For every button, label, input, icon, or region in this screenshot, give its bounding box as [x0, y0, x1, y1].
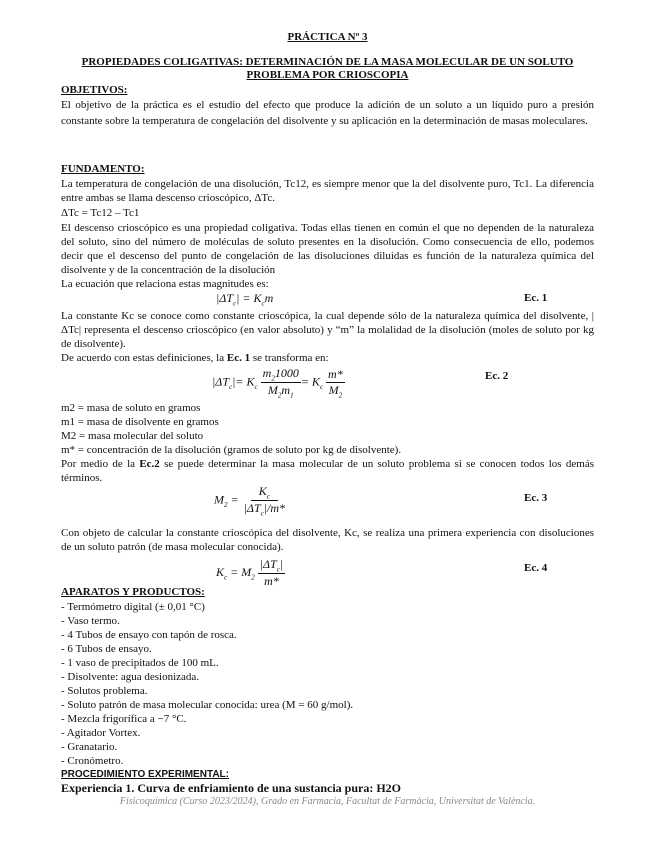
- fundamento-p8: Con objeto de calcular la constante crioscópica del disolvente, Kc, se realiza una primera experiencia con disoluciones de un soluto patrón (de masa molecular conocida).: [61, 527, 594, 553]
- list-item: - 4 Tubos de ensayo con tapón de rosca.: [61, 629, 237, 641]
- page-footer: Fisicoquímica (Curso 2023/2024), Grado en Farmacia, Facultat de Farmàcia, Universitat de València.: [119, 796, 536, 807]
- equation-2: $|\Delta T_c|= K_c$ $\frac{m_21000}{M_2m_1}$ = $K_c$ $\frac{m*}{M_2}$: [212, 366, 343, 400]
- objetivos-text: El objetivo de la práctica es el estudio del efecto que produce la adición de un soluto a un líquido puro a presión constante sobre la temperatura de congelación del disolvente y su aplicación en la determinación de masas moleculares.: [61, 99, 594, 127]
- procedimiento-header: PROCEDIMIENTO EXPERIMENTAL:: [61, 769, 229, 780]
- aparatos-header: APARATOS Y PRODUCTOS:: [61, 586, 205, 598]
- list-item: - Mezcla frigorífica a −7 °C.: [61, 713, 187, 725]
- equation-4-label: Ec. 4: [524, 562, 548, 574]
- fundamento-p1: La temperatura de congelación de una disolución, Tc12, es siempre menor que la del disolvente puro, Tc1. La diferencia entre ambas se llama descenso crioscópico, ΔTc.: [61, 178, 594, 204]
- objetivos-header: OBJETIVOS:: [61, 84, 128, 96]
- equation-3-label: Ec. 3: [524, 492, 548, 504]
- list-item: - Granatario.: [61, 741, 118, 753]
- def-mstar: m* = concentración de la disolución (gramos de soluto por kg de disolvente).: [61, 444, 402, 456]
- practice-heading: PROPIEDADES COLIGATIVAS: DETERMINACIÓN DE LA MASA MOLECULAR DE UN SOLUTO PROBLEMA POR CRIOSCOPIA: [81, 56, 574, 81]
- list-item: - 1 vaso de precipitados de 100 mL.: [61, 657, 219, 669]
- list-item: - Disolvente: agua desionizada.: [61, 671, 200, 683]
- equation-1: $|\Delta T_c| = K_cm$: [216, 291, 274, 308]
- experiencia-1-heading: Experiencia 1. Curva de enfriamiento de una sustancia pura: H2O: [61, 781, 402, 795]
- def-M2: M2 = masa molecular del soluto: [61, 430, 204, 442]
- p7-text: Por medio de la: [61, 458, 140, 470]
- aparatos-list: [61, 600, 594, 768]
- equation-1-label: Ec. 1: [524, 292, 548, 304]
- fundamento-p7: [61, 457, 594, 485]
- list-item: - Solutos problema.: [61, 685, 148, 697]
- equation-3: $M_2$ = $\frac{K_c}{|\Delta T_c|/m*}$: [214, 484, 286, 518]
- fundamento-p6: [61, 351, 594, 365]
- def-m2: m2 = masa de soluto en gramos: [61, 402, 201, 414]
- equation-2-label: Ec. 2: [485, 370, 509, 382]
- fundamento-p4: La ecuación que relaciona estas magnitudes es:: [61, 278, 269, 290]
- fundamento-p5: La constante Kc se conoce como constante crioscópica, la cual depende sólo de la naturaleza química del disolvente, |ΔTc| representa el descenso crioscópico (en valor absoluto) y “m” la molalidad de la disolución (moles de soluto por kg de disolvente).: [61, 310, 594, 350]
- p6-text: De acuerdo con estas definiciones, la: [61, 352, 227, 364]
- p7-text-end: se puede determinar la masa molecular de un soluto problema si se conocen todos los demás términos.: [61, 458, 594, 484]
- practice-title: PRÁCTICA Nº 3: [287, 31, 368, 43]
- list-item: - 6 Tubos de ensayo.: [61, 643, 152, 655]
- p7-ref: Ec.2: [139, 458, 160, 470]
- fundamento-header: FUNDAMENTO:: [61, 163, 145, 175]
- fundamento-p2: ΔTc = Tc12 – Tc1: [61, 207, 140, 219]
- list-item: - Soluto patrón de masa molecular conocida: urea (M = 60 g/mol).: [61, 699, 354, 711]
- p6-text-end: se transforma en:: [250, 352, 329, 364]
- list-item: - Agitador Vortex.: [61, 727, 141, 739]
- list-item: - Termómetro digital (± 0,01 °C): [61, 601, 205, 613]
- list-item: - Cronómetro.: [61, 755, 124, 767]
- fundamento-p3: El descenso crioscópico es una propiedad coligativa. Todas ellas tienen en común el que no dependen de la naturaleza del soluto, sino del número de moléculas de soluto presentes en la disolución. Como consecuencia de ello, podemos decir que el descenso del punto de congelación de las disoluciones diluidas es función de la naturaleza química del disolvente y de la concentración de la disolución: [61, 222, 594, 276]
- list-item: - Vaso termo.: [61, 615, 120, 627]
- p6-ref: Ec. 1: [226, 352, 251, 364]
- equation-4: $K_c = M_2$ $\frac{|\Delta T_c|}{m*}$: [216, 557, 284, 589]
- def-m1: m1 = masa de disolvente en gramos: [61, 416, 219, 428]
